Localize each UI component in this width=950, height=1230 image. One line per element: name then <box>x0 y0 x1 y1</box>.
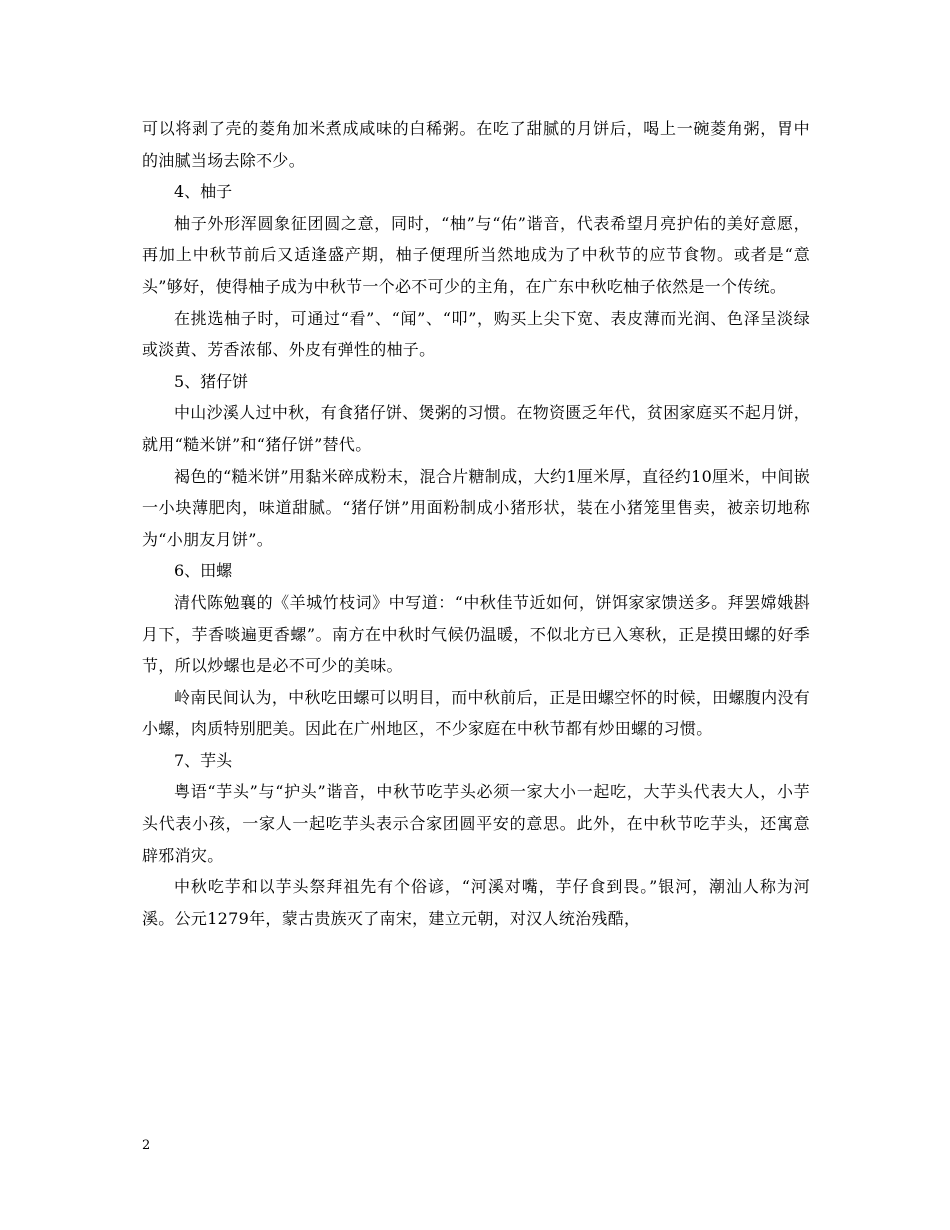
paragraph-pomelo-meaning: 柚子外形浑圆象征团圆之意，同时，“柚”与“佑”谐音，代表希望月亮护佑的美好意愿，再加上中秋节前后又适逢盛产期，柚子便理所当然地成为了中秋节的应节食物。或者是“意头”够好，使得柚子成为中秋节一个必不可少的主角，在广东中秋吃柚子依然是一个传统。 <box>142 213 810 296</box>
document-body <box>142 113 810 934</box>
paragraph-piglet-cake-origin: 中山沙溪人过中秋，有食猪仔饼、煲粥的习惯。在物资匮乏年代，贫困家庭买不起月饼，就用“糙米饼”和“猪仔饼”替代。 <box>142 403 810 454</box>
section-heading-piglet-cake: 5、猪仔饼 <box>174 371 249 391</box>
section-heading-river-snail: 6、田螺 <box>174 561 233 581</box>
paragraph-river-snail-poem: 清代陈勉襄的《羊城竹枝词》中写道：“中秋佳节近如何，饼饵家家馈送多。拜罢嫦娥斟月下，芋香啖遍更香螺”。南方在中秋时气候仍温暖，不似北方已入寒秋，正是摸田螺的好季节，所以炒螺也是必不可少的美味。 <box>142 592 810 676</box>
section-heading-taro: 7、芋头 <box>174 750 233 770</box>
paragraph-taro-meaning: 粤语“芋头”与“护头”谐音，中秋节吃芋头必须一家大小一起吃，大芋头代表大人，小芋头代表小孩，一家人一起吃芋头表示合家团圆平安的意思。此外，在中秋节吃芋头，还寓意辟邪消灾。 <box>142 782 810 865</box>
paragraph-piglet-cake-description: 褐色的“糙米饼”用黏米碎成粉末，混合片糖制成，大约1厘米厚，直径约10厘米，中间嵌一小块薄肥肉，味道甜腻。“猪仔饼”用面粉制成小猪形状，装在小猪笼里售卖，被亲切地称为“小朋友月饼”。 <box>142 466 810 549</box>
paragraph-river-snail-custom: 岭南民间认为，中秋吃田螺可以明目，而中秋前后，正是田螺空怀的时候，田螺腹内没有小螺，肉质特别肥美。因此在广州地区，不少家庭在中秋节都有炒田螺的习惯。 <box>142 687 810 739</box>
paragraph-pomelo-selection: 在挑选柚子时，可通过“看”、“闻”、“叩”，购买上尖下宽、表皮薄而光润、色泽呈淡绿或淡黄、芳香浓郁、外皮有弹性的柚子。 <box>142 308 810 360</box>
paragraph-water-caltrop-porridge: 可以将剥了壳的菱角加米煮成咸味的白稀粥。在吃了甜腻的月饼后，喝上一碗菱角粥，胃中的油腻当场去除不少。 <box>142 119 810 170</box>
section-heading-pomelo: 4、柚子 <box>174 182 233 202</box>
paragraph-taro-proverb: 中秋吃芋和以芋头祭拜祖先有个俗谚，“河溪对嘴，芋仔食到畏。”银河，潮汕人称为河溪。公元1279年，蒙古贵族灭了南宋，建立元朝，对汉人统治残酷， <box>142 877 810 928</box>
page-number: 2 <box>142 1138 151 1153</box>
